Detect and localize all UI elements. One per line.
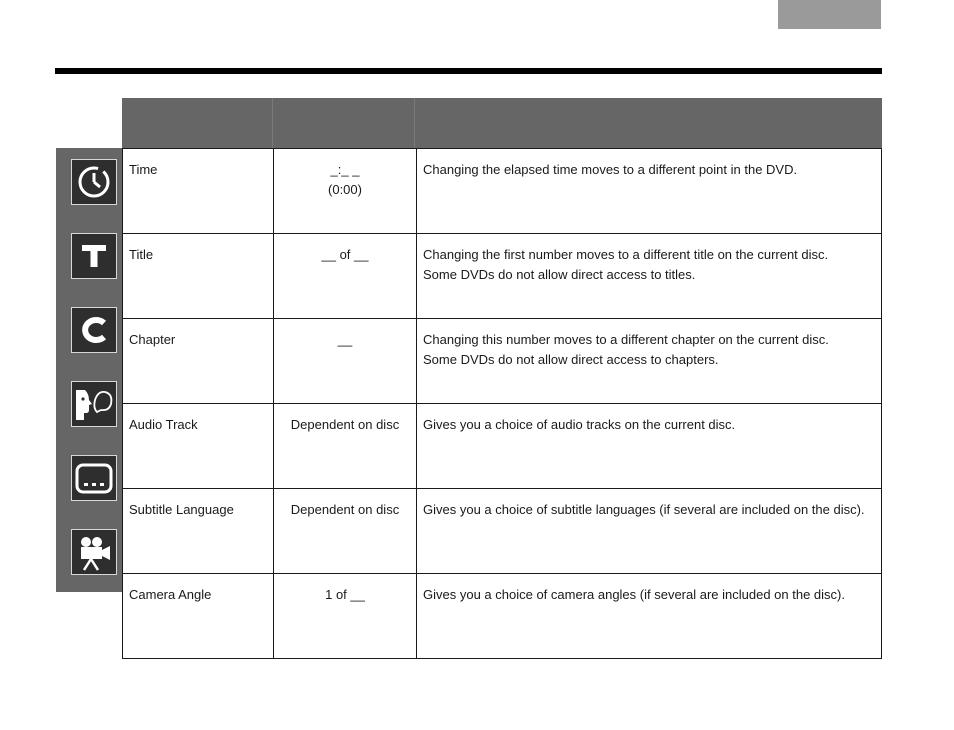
- description-line: Gives you a choice of camera angles (if several are included on the disc).: [423, 587, 845, 602]
- icon-strip: [56, 148, 122, 592]
- chapter-c-icon: [71, 307, 117, 353]
- dvd-settings-table: [122, 148, 882, 659]
- header-separator: [272, 98, 273, 148]
- setting-name: Audio Track: [123, 404, 274, 489]
- value-line: __: [337, 332, 353, 347]
- value-line: 1 of __: [325, 587, 365, 602]
- setting-value: [274, 404, 417, 489]
- title-t-icon-graphic: [72, 234, 116, 278]
- description-line: Gives you a choice of subtitle languages (if several are included on the disc).: [423, 502, 865, 517]
- setting-value: [274, 149, 417, 234]
- description-line: Changing the first number moves to a different title on the current disc.: [423, 247, 829, 262]
- table-row: [123, 319, 882, 404]
- description-line: Changing the elapsed time moves to a different point in the DVD.: [423, 162, 798, 177]
- description-line: Gives you a choice of audio tracks on the current disc.: [423, 417, 736, 432]
- header-separator: [414, 98, 415, 148]
- setting-description: [417, 489, 882, 574]
- movie-camera-icon: [71, 529, 117, 575]
- setting-name: Subtitle Language: [123, 489, 274, 574]
- header-rule: [55, 68, 882, 74]
- page-corner-tab: [778, 0, 881, 29]
- table-row: [123, 489, 882, 574]
- description-line: Some DVDs do not allow direct access to chapters.: [423, 352, 719, 367]
- table-row: [123, 149, 882, 234]
- setting-description: [417, 574, 882, 659]
- value-line: Dependent on disc: [290, 417, 400, 432]
- speaking-head-icon-graphic: [72, 382, 116, 426]
- subtitle-screen-icon-graphic: [72, 456, 116, 500]
- title-t-icon: [71, 233, 117, 279]
- table-header-bar: [122, 98, 882, 148]
- setting-description: [417, 404, 882, 489]
- clock-icon: [71, 159, 117, 205]
- setting-name: Chapter: [123, 319, 274, 404]
- setting-value: [274, 319, 417, 404]
- setting-name: Title: [123, 234, 274, 319]
- setting-value: [274, 574, 417, 659]
- value-line: (0:00): [328, 182, 362, 197]
- setting-description: [417, 149, 882, 234]
- movie-camera-icon-graphic: [72, 530, 116, 574]
- description-line: Changing this number moves to a different chapter on the current disc.: [423, 332, 829, 347]
- value-line: __ of __: [321, 247, 369, 262]
- value-line: Dependent on disc: [290, 502, 400, 517]
- setting-name: Time: [123, 149, 274, 234]
- chapter-c-icon-graphic: [72, 308, 116, 352]
- setting-description: [417, 319, 882, 404]
- description-line: Some DVDs do not allow direct access to titles.: [423, 267, 696, 282]
- setting-description: [417, 234, 882, 319]
- subtitle-screen-icon: [71, 455, 117, 501]
- clock-icon-graphic: [72, 160, 116, 204]
- speaking-head-icon: [71, 381, 117, 427]
- setting-value: [274, 489, 417, 574]
- table-row: [123, 404, 882, 489]
- table-row: [123, 574, 882, 659]
- value-line: _:_ _: [330, 162, 360, 177]
- table-row: [123, 234, 882, 319]
- setting-name: Camera Angle: [123, 574, 274, 659]
- setting-value: [274, 234, 417, 319]
